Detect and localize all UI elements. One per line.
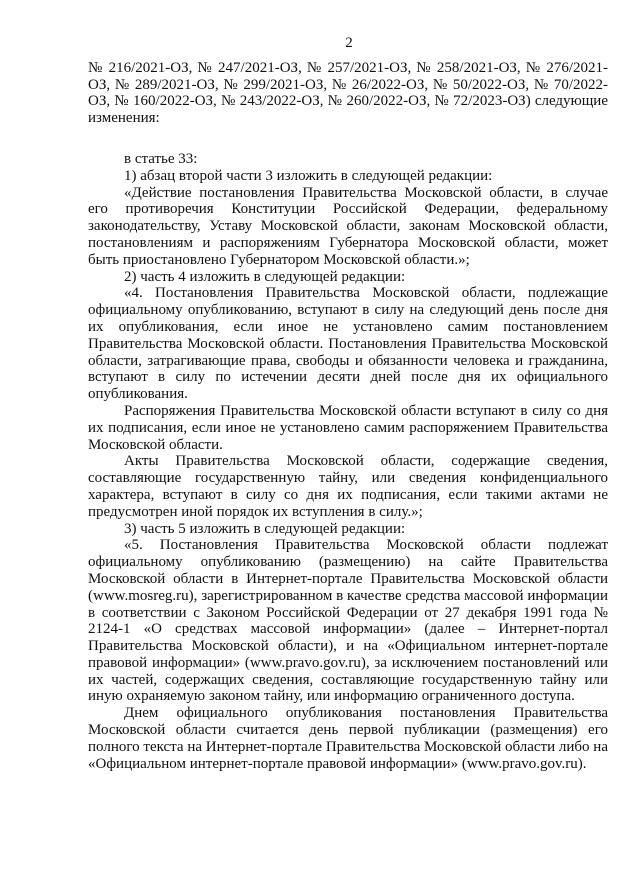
item-3-heading: 3) часть 5 изложить в следующей редакции: [124,520,406,537]
item-2-paragraph-1: «4. Постановления Правительства Московской области, подлежащие официальному опубликованию, вступают в силу на следующий день после дня их опубликования, если иное не установлено самим постановлением Правительства Московской области. Постановления Правительства Московской области, затрагивающие права, свободы и обязанности человека и гражданина, вступают в силу по истечении десяти дней после дня их официального опубликования. [88,285,608,403]
item-1-heading: 1) абзац второй части 3 изложить в следующей редакции: [124,167,493,184]
spacer [88,127,608,151]
page-number: 2 [345,35,353,51]
item-2-paragraph-2: Распоряжения Правительства Московской области вступают в силу со дня их подписания, если иное не установлено самим распоряжением Правительства Московской области. [88,402,608,453]
item-3-paragraph-1: «5. Постановления Правительства Московской области подлежат официальному опубликованию (размещению) на сайте Правительства Московской области в Интернет-портале Правительства Московской области (www.mosreg.ru), зарегистрированном в качестве средства массовой информации в соответствии с Законом Российской Федерации от 27 декабря 1991 года № 2124-1 «О средствах массовой информации» (далее – Интернет-портал Правительства Московской области), и на «Официальном интернет-портале правовой информации» (www.pravo.gov.ru), за исключением постановлений или их частей, содержащих сведения, составляющие государственную тайну или иную охраняемую законом тайну, или информацию ограниченного доступа. [88,537,608,705]
item-2-paragraph-3: Акты Правительства Московской области, содержащие сведения, составляющие государственную тайну, или сведения конфиденциального характера, вступают в силу со дня их подписания, если такими актами не предусмотрен иной порядок их вступления в силу.»; [88,453,608,520]
article-heading: в статье 33: [124,150,198,167]
item-3-paragraph-2: Днем официального опубликования постановления Правительства Московской области считается день первой публикации (размещения) его полного текста на Интернет-портале Правительства Московской области либо на «Официальном интернет-портале правовой информации» (www.pravo.gov.ru). [88,705,608,772]
intro-paragraph: № 216/2021-ОЗ, № 247/2021-ОЗ, № 257/2021-ОЗ, № 258/2021-ОЗ, № 276/2021-ОЗ, № 289/2021-ОЗ, № 299/2021-ОЗ, № 26/2022-ОЗ, № 50/2022-ОЗ, № 70/2022-ОЗ, № 160/2022-ОЗ, № 243/2022-ОЗ, № 260/2022-ОЗ, № 72/2023-ОЗ) следующие изменения: [88,59,608,127]
item-2-heading: 2) часть 4 изложить в следующей редакции: [124,268,406,285]
item-1-text: «Действие постановления Правительства Московской области, в случае его противоречия Конституции Российской Федерации, федеральному законодательству, Уставу Московской области, законам Московской области, постановлениям и распоряжениям Губернатора Московской области, может быть приостановлено Губернатором Московской области.»; [88,184,608,268]
